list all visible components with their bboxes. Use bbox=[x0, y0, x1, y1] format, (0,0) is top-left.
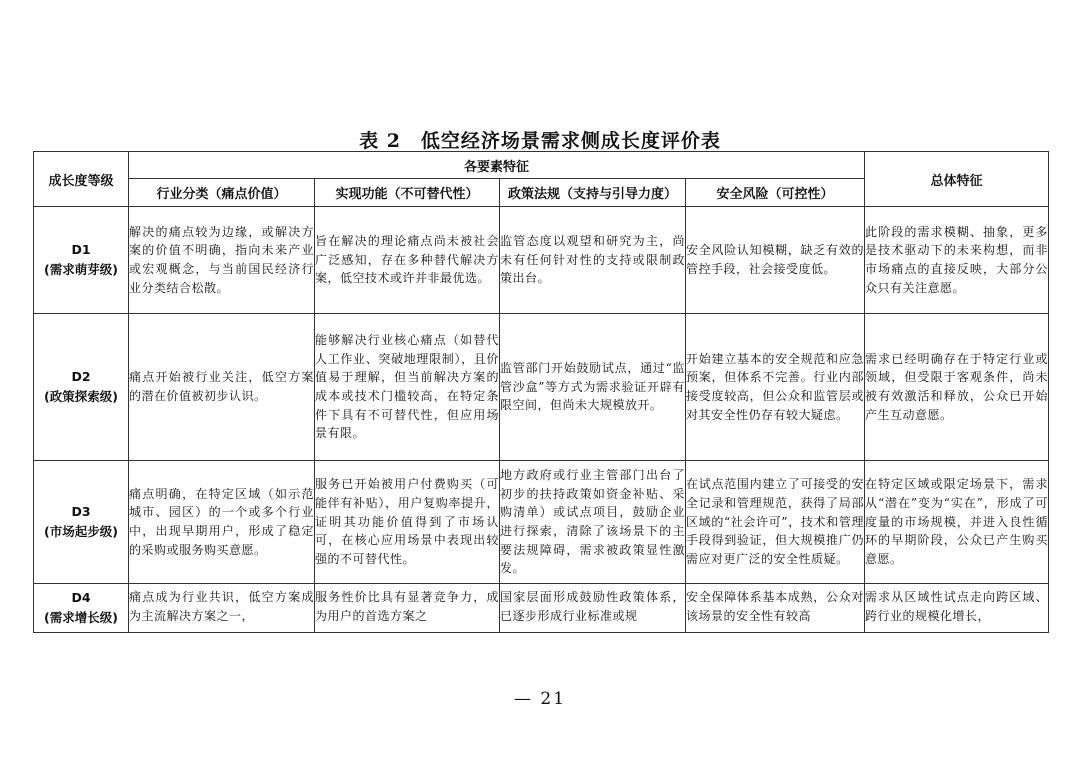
policy-cell: 地方政府或行业主管部门出台了初步的扶持政策如资金补贴、采购清单）或试点项目，鼓励企业进行探索，清除了该场景下的主要法规障碍，需求被政策显性激发。 bbox=[500, 461, 686, 584]
industry-cell: 解决的痛点较为边缘，或解决方案的价值不明确，指向未来产业或宏观概念，与当前国民经济行业分类结合松散。 bbox=[129, 207, 315, 314]
header-policy: 政策法规（支持与引导力度） bbox=[500, 179, 686, 207]
table-row bbox=[34, 314, 1049, 461]
function-cell: 服务已开始被用户付费购买（可能伴有补贴），用户复购率提升，证明其功能价值得到了市场认可，在核心应用场景中表现出较强的不可替代性。 bbox=[315, 461, 500, 584]
header-overall: 总体特征 bbox=[865, 152, 1049, 207]
function-cell: 旨在解决的理论痛点尚未被社会广泛感知，存在多种替代解决方案，低空技术或许并非最优选。 bbox=[315, 207, 500, 314]
header-safety: 安全风险（可控性） bbox=[686, 179, 865, 207]
safety-cell: 安全风险认知模糊，缺乏有效的管控手段，社会接受度低。 bbox=[686, 207, 865, 314]
level-code: D1 bbox=[71, 242, 91, 257]
safety-cell: 在试点范围内建立了可接受的安全记录和管理规范，获得了局部区域的“社会许可”，技术和管理手段得到验证，但大规模推广仍需应对更广泛的安全性质疑。 bbox=[686, 461, 865, 584]
policy-cell: 监管部门开始鼓励试点，通过“监管沙盒”等方式为需求验证开辟有限空间，但尚未大规模放开。 bbox=[500, 314, 686, 461]
overall-cell: 需求从区域性试点走向跨区域、跨行业的规模化增长， bbox=[865, 584, 1049, 633]
policy-cell: 监管态度以观望和研究为主，尚未有任何针对性的支持或限制政策出台。 bbox=[500, 207, 686, 314]
overall-cell: 在特定区域或限定场景下，需求从“潜在”变为“实在”，形成了可度量的市场规模，并进入良性循环的早期阶段，公众已产生购买意愿。 bbox=[865, 461, 1049, 584]
safety-cell: 开始建立基本的安全规范和应急预案，但体系不完善。行业内部接受度较高，但公众和监管层或对其安全性仍存有较大疑虑。 bbox=[686, 314, 865, 461]
overall-cell: 此阶段的需求模糊、抽象，更多是技术驱动下的未来构想，而非市场痛点的直接反映，大部分公众只有关注意愿。 bbox=[865, 207, 1049, 314]
level-code: D4 bbox=[71, 590, 91, 605]
table-row bbox=[34, 461, 1049, 584]
header-element-features: 各要素特征 bbox=[129, 152, 865, 179]
overall-cell: 需求已经明确存在于特定行业或领域，但受限于客观条件，尚未被有效激活和释放，公众已开始产生互动意愿。 bbox=[865, 314, 1049, 461]
function-cell: 服务性价比具有显著竞争力，成为用户的首选方案之 bbox=[315, 584, 500, 633]
industry-cell: 痛点成为行业共识，低空方案成为主流解决方案之一， bbox=[129, 584, 315, 633]
safety-cell: 安全保障体系基本成熟，公众对该场景的安全性有较高 bbox=[686, 584, 865, 633]
industry-cell: 痛点明确，在特定区域（如示范城市、园区）的一个或多个行业中，出现早期用户，形成了稳定的采购或服务购买意愿。 bbox=[129, 461, 315, 584]
header-industry: 行业分类（痛点价值） bbox=[129, 179, 315, 207]
table-row bbox=[34, 207, 1049, 314]
level-code: D2 bbox=[71, 369, 91, 384]
table-caption: 表 2 低空经济场景需求侧成长度评价表 bbox=[359, 130, 721, 152]
header-level: 成长度等级 bbox=[34, 152, 129, 207]
level-code: D3 bbox=[71, 504, 91, 519]
level-cell bbox=[34, 207, 129, 314]
level-name: (需求增长级) bbox=[44, 610, 118, 625]
level-name: (政策探索级) bbox=[44, 389, 118, 404]
level-cell bbox=[34, 584, 129, 633]
level-cell bbox=[34, 314, 129, 461]
header-function: 实现功能（不可替代性） bbox=[315, 179, 500, 207]
level-name: (市场起步级) bbox=[44, 524, 118, 539]
policy-cell: 国家层面形成鼓励性政策体系，已逐步形成行业标准或规 bbox=[500, 584, 686, 633]
function-cell: 能够解决行业核心痛点（如替代人工作业、突破地理限制），且价值易于理解，但当前解决方案的成本或技术门槛较高，在特定条件下具有不可替代性，但应用场景有限。 bbox=[315, 314, 500, 461]
level-name: (需求萌芽级) bbox=[44, 262, 118, 277]
table-row bbox=[34, 584, 1049, 633]
growth-evaluation-table bbox=[33, 151, 1049, 633]
industry-cell: 痛点开始被行业关注，低空方案的潜在价值被初步认识。 bbox=[129, 314, 315, 461]
level-cell bbox=[34, 461, 129, 584]
page-number: — 21 bbox=[513, 689, 567, 709]
